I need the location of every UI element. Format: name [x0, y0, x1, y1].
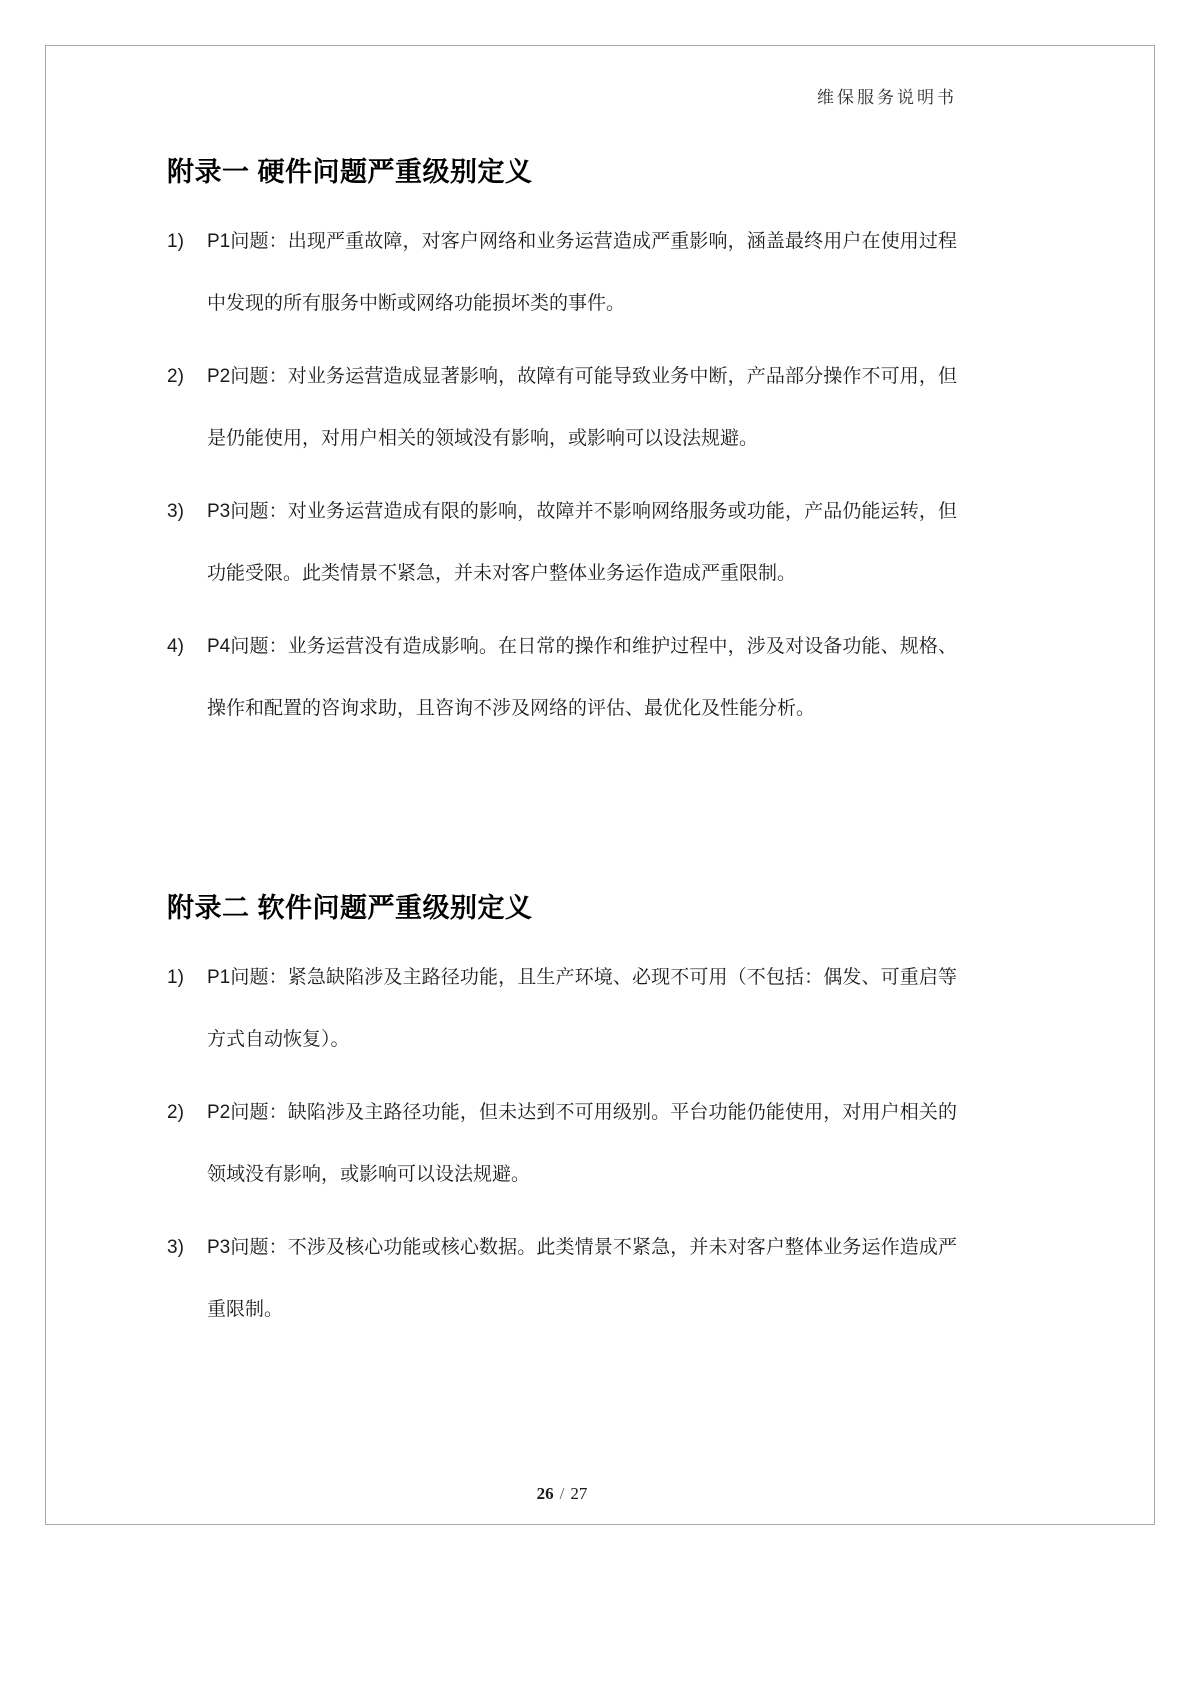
page-number-footer: [167, 1484, 957, 1504]
list-item: [167, 211, 957, 335]
list-item-text: P4问题：业务运营没有造成影响。在日常的操作和维护过程中，涉及对设备功能、规格、操作和配置的咨询求助，且咨询不涉及网络的评估、最优化及性能分析。: [207, 636, 957, 719]
list-item-text: P1问题：出现严重故障，对客户网络和业务运营造成严重影响，涵盖最终用户在使用过程中发现的所有服务中断或网络功能损坏类的事件。: [207, 231, 957, 314]
list-item: [167, 481, 957, 605]
list-item-marker: 1): [167, 967, 184, 988]
appendix-2-list: [167, 947, 957, 1341]
current-page-number: 26: [536, 1484, 554, 1503]
list-item: [167, 1082, 957, 1206]
total-page-number: 27: [570, 1484, 588, 1503]
list-item: [167, 1217, 957, 1341]
list-item: [167, 346, 957, 470]
appendix-1-title: 附录一 硬件问题严重级别定义: [167, 157, 533, 187]
list-item-text: P3问题：不涉及核心功能或核心数据。此类情景不紧急，并未对客户整体业务运作造成严重限制。: [207, 1237, 957, 1320]
list-item-marker: 2): [167, 1102, 184, 1123]
section-appendix-1: [167, 150, 957, 740]
list-item-text: P1问题：紧急缺陷涉及主路径功能，且生产环境、必现不可用（不包括：偶发、可重启等方式自动恢复）。: [207, 967, 957, 1050]
list-item-marker: 3): [167, 501, 184, 522]
page-content: [167, 45, 957, 1352]
list-item-text: P2问题：缺陷涉及主路径功能，但未达到不可用级别。平台功能仍能使用，对用户相关的领域没有影响，或影响可以设法规避。: [207, 1102, 957, 1185]
page-number-separator: /: [559, 1484, 565, 1503]
list-item: [167, 616, 957, 740]
appendix-2-title: 附录二 软件问题严重级别定义: [167, 893, 533, 923]
list-item-marker: 3): [167, 1237, 184, 1258]
list-item: [167, 947, 957, 1071]
list-item-text: P3问题：对业务运营造成有限的影响，故障并不影响网络服务或功能，产品仍能运转，但功能受限。此类情景不紧急，并未对客户整体业务运作造成严重限制。: [207, 501, 957, 584]
list-item-marker: 4): [167, 636, 184, 657]
list-item-text: P2问题：对业务运营造成显著影响，故障有可能导致业务中断，产品部分操作不可用，但是仍能使用，对用户相关的领域没有影响，或影响可以设法规避。: [207, 366, 957, 449]
section-appendix-2: [167, 886, 957, 1341]
list-item-marker: 2): [167, 366, 184, 387]
document-header-title: 维保服务说明书: [817, 88, 957, 107]
appendix-1-list: [167, 211, 957, 740]
list-item-marker: 1): [167, 231, 184, 252]
